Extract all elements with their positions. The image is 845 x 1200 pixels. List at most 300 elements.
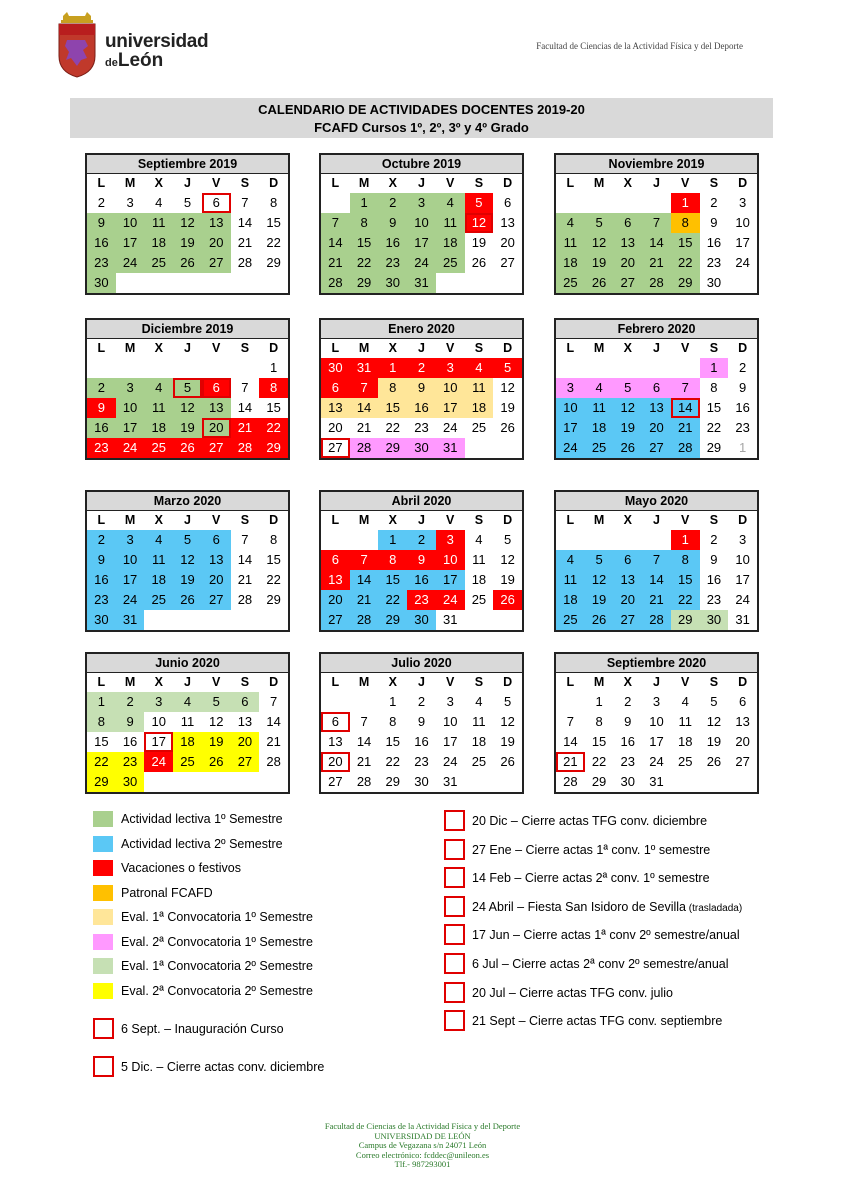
day-cell: 24: [442, 754, 458, 769]
note-text: 20 Dic – Cierre actas TFG conv. diciembre: [472, 814, 708, 828]
day-cell: 25: [556, 610, 585, 630]
weekday-header: S: [474, 176, 484, 190]
weekday-header: J: [184, 675, 191, 689]
day-cell: 22: [350, 253, 379, 273]
day-cell: 13: [202, 213, 231, 233]
day-cell: 5: [183, 195, 192, 210]
weekday-header: X: [623, 675, 632, 689]
day-cell: 28: [671, 438, 700, 458]
day-cell: 28: [642, 610, 671, 630]
day-cell: 19: [173, 233, 202, 253]
day-cell: 3: [144, 692, 173, 712]
weekday-header: J: [653, 675, 660, 689]
day-cell: 27: [321, 438, 350, 458]
day-cell: 13: [642, 398, 671, 418]
weekday-header: M: [358, 341, 370, 355]
day-cell: 26: [613, 438, 642, 458]
day-cell: 9: [378, 213, 407, 233]
day-cell: 30: [407, 438, 436, 458]
day-cell: 16: [706, 235, 722, 250]
day-cell: 18: [465, 398, 494, 418]
day-cell: 12: [465, 213, 494, 233]
red-box-marker: [93, 1018, 114, 1039]
empty-cell: [613, 358, 642, 378]
day-cell: 19: [613, 418, 642, 438]
day-cell: 13: [735, 714, 750, 729]
day-cell: 28: [356, 774, 372, 789]
day-cell: 12: [585, 570, 614, 590]
day-cell: 6: [321, 378, 350, 398]
day-cell: 21: [237, 235, 253, 250]
day-cell: 8: [595, 714, 603, 729]
day-cell: 30: [700, 610, 729, 630]
empty-cell: [436, 273, 465, 293]
empty-cell: [321, 530, 350, 550]
weekday-header: S: [474, 341, 484, 355]
day-cell: 13: [202, 550, 231, 570]
day-cell: 18: [144, 418, 173, 438]
legend-label: Eval. 1ª Convocatoria 2º Semestre: [121, 959, 313, 973]
empty-cell: [493, 273, 522, 293]
day-cell: 6: [202, 530, 231, 550]
weekday-header: M: [124, 513, 136, 527]
day-cell: 1: [350, 193, 379, 213]
day-cell: 11: [436, 213, 465, 233]
day-cell: 20: [613, 253, 642, 273]
day-cell: 10: [436, 550, 465, 570]
empty-cell: [465, 273, 494, 293]
day-cell: 19: [173, 570, 202, 590]
red-box-marker: [444, 924, 465, 945]
day-cell: 27: [613, 273, 642, 293]
day-cell: 28: [231, 438, 260, 458]
day-cell: 7: [360, 714, 368, 729]
weekday-header: S: [474, 675, 484, 689]
day-cell: 11: [585, 398, 614, 418]
day-cell: 4: [585, 378, 614, 398]
day-cell: 14: [671, 398, 700, 418]
weekday-header: D: [738, 513, 748, 527]
empty-cell: [642, 530, 671, 550]
day-cell: 25: [144, 590, 173, 610]
day-cell: 6: [202, 193, 231, 213]
day-cell: 27: [202, 438, 231, 458]
day-cell: 20: [202, 570, 231, 590]
day-cell: 8: [259, 378, 288, 398]
university-shield-icon: [55, 12, 99, 78]
day-cell: 1: [671, 530, 700, 550]
day-cell: 9: [407, 378, 436, 398]
day-cell: 20: [735, 734, 750, 749]
day-cell: 9: [624, 714, 632, 729]
day-cell: 4: [465, 358, 494, 378]
empty-cell: [144, 610, 173, 630]
day-cell: 4: [436, 193, 465, 213]
day-cell: 11: [556, 570, 585, 590]
empty-cell: [556, 358, 585, 378]
legend-swatch: [93, 983, 113, 999]
day-cell: 3: [436, 530, 465, 550]
weekday-header: J: [418, 675, 425, 689]
day-cell: 25: [471, 754, 487, 769]
weekday-header: D: [269, 341, 279, 355]
day-cell: 12: [173, 213, 202, 233]
empty-cell: [202, 772, 231, 792]
weekday-header: M: [593, 513, 605, 527]
day-cell: 7: [642, 213, 671, 233]
day-cell: 16: [87, 233, 116, 253]
day-cell: 7: [321, 213, 350, 233]
weekday-header: X: [388, 176, 397, 190]
empty-cell: [144, 358, 173, 378]
legend-swatch: [93, 811, 113, 827]
note-text: 24 Abril – Fiesta San Isidoro de Sevilla (trasladada): [472, 899, 743, 914]
day-cell: 5: [585, 213, 614, 233]
day-cell: 6: [321, 712, 350, 732]
day-cell: 27: [500, 255, 515, 270]
day-cell: 27: [321, 610, 350, 630]
weekday-header: J: [418, 176, 425, 190]
day-cell: 14: [350, 570, 379, 590]
day-cell: 17: [735, 572, 750, 587]
weekday-header: L: [566, 513, 575, 527]
month-title: Noviembre 2019: [556, 155, 757, 174]
day-cell: 2: [87, 530, 116, 550]
legend-label: Eval. 2ª Convocatoria 1º Semestre: [121, 934, 313, 949]
day-cell: 19: [585, 253, 614, 273]
day-cell: 11: [472, 714, 486, 729]
day-cell: 25: [144, 253, 173, 273]
red-box-marker: [444, 982, 465, 1003]
day-cell: 29: [378, 610, 407, 630]
weekday-header: V: [446, 341, 455, 355]
day-cell: 18: [144, 233, 173, 253]
day-cell: 4: [475, 532, 483, 547]
empty-cell: [585, 358, 614, 378]
weekday-header: D: [269, 513, 279, 527]
weekday-header: L: [331, 176, 340, 190]
empty-cell: [173, 358, 202, 378]
day-cell: 15: [266, 400, 281, 415]
month-marzo-2020: [85, 490, 290, 632]
empty-cell: [144, 273, 173, 293]
day-cell: 24: [556, 438, 585, 458]
day-cell: 14: [237, 215, 253, 230]
weekday-header: M: [358, 176, 370, 190]
day-cell: 13: [328, 734, 343, 749]
day-cell: 5: [173, 378, 202, 398]
day-cell: 31: [442, 774, 458, 789]
footer: [0, 1122, 845, 1170]
empty-cell: [202, 358, 231, 378]
day-cell: 20: [642, 418, 671, 438]
title-line2: FCAFD Cursos 1º, 2º, 3º y 4º Grado: [314, 120, 529, 135]
note-text: 20 Jul – Cierre actas TFG conv. julio: [472, 985, 674, 1000]
day-cell: 24: [436, 590, 465, 610]
day-cell: 29: [706, 440, 722, 455]
day-cell: 9: [116, 712, 145, 732]
day-cell: 12: [585, 233, 614, 253]
day-cell: 17: [436, 398, 465, 418]
weekday-header: V: [681, 176, 690, 190]
month-septiembre-2020: [554, 652, 759, 794]
day-cell: 17: [649, 734, 664, 749]
weekday-header: D: [738, 176, 748, 190]
empty-cell: [87, 358, 116, 378]
day-cell: 23: [87, 253, 116, 273]
weekday-header: S: [709, 675, 719, 689]
day-cell: 1: [671, 193, 700, 213]
day-cell: 2: [407, 530, 436, 550]
day-cell: 1: [378, 358, 407, 378]
day-cell: 9: [417, 714, 426, 729]
weekday-header: M: [358, 513, 370, 527]
weekday-header: X: [154, 176, 163, 190]
day-cell: 28: [321, 273, 350, 293]
weekday-header: L: [566, 675, 575, 689]
day-cell: 9: [710, 552, 718, 567]
day-cell: 23: [378, 253, 407, 273]
weekday-header: X: [623, 341, 632, 355]
day-cell: 29: [671, 273, 700, 293]
empty-cell: [556, 193, 585, 213]
day-cell: 31: [436, 438, 465, 458]
weekday-header: V: [212, 675, 221, 689]
day-cell: 29: [266, 255, 281, 270]
weekday-header: V: [681, 341, 690, 355]
day-cell: 1: [389, 694, 397, 709]
month-title: Septiembre 2020: [556, 654, 757, 673]
day-cell: 2: [97, 195, 105, 210]
day-cell: 23: [706, 255, 722, 270]
weekday-header: D: [738, 341, 748, 355]
day-cell: 17: [735, 235, 750, 250]
note-text: 27 Ene – Cierre actas 1ª conv. 1º semestre: [472, 842, 711, 857]
empty-cell: [585, 530, 614, 550]
logo-wordmark-line2: deLeón: [105, 50, 164, 71]
legend-swatch: [93, 934, 113, 950]
day-cell: 7: [671, 378, 700, 398]
note-text: 21 Sept – Cierre actas TFG conv. septiembre: [472, 1014, 723, 1029]
day-cell: 7: [241, 532, 249, 547]
day-cell: 21: [642, 253, 671, 273]
day-cell: 5: [202, 692, 231, 712]
day-cell: 23: [414, 420, 429, 435]
day-cell: 4: [556, 213, 585, 233]
day-cell: 30: [378, 273, 407, 293]
empty-cell: [173, 772, 202, 792]
day-cell: 28: [266, 754, 281, 769]
day-cell: 19: [706, 734, 722, 749]
month-title: Mayo 2020: [556, 492, 757, 511]
month-title: Diciembre 2019: [87, 320, 288, 339]
empty-cell: [613, 530, 642, 550]
day-cell: 14: [266, 714, 281, 729]
empty-cell: [173, 273, 202, 293]
day-cell: 1: [87, 692, 116, 712]
day-cell: 11: [144, 550, 173, 570]
day-cell: 3: [739, 195, 747, 210]
day-cell: 25: [556, 273, 585, 293]
day-cell: 21: [350, 590, 379, 610]
day-cell: 27: [231, 752, 260, 772]
day-cell: 13: [202, 398, 231, 418]
empty-cell: [173, 610, 202, 630]
weekday-header: M: [593, 341, 605, 355]
day-cell: 15: [378, 570, 407, 590]
day-cell: 18: [556, 590, 585, 610]
weekday-header: D: [738, 675, 748, 689]
month-title: Julio 2020: [321, 654, 522, 673]
day-cell: 15: [671, 233, 700, 253]
day-cell: 29: [378, 438, 407, 458]
day-cell: 12: [613, 398, 642, 418]
day-cell: 9: [739, 380, 747, 395]
day-cell: 17: [116, 418, 145, 438]
day-cell: 3: [739, 532, 747, 547]
day-cell: 16: [706, 572, 722, 587]
weekday-header: D: [503, 513, 513, 527]
day-cell: 1: [700, 358, 729, 378]
day-cell: 4: [475, 694, 483, 709]
day-cell: 25: [585, 438, 614, 458]
day-cell: 19: [585, 590, 614, 610]
day-cell: 24: [116, 590, 145, 610]
day-cell: 31: [407, 273, 436, 293]
empty-cell: [321, 692, 350, 712]
weekday-header: L: [566, 341, 575, 355]
day-cell: 13: [613, 233, 642, 253]
weekday-header: D: [503, 341, 513, 355]
day-cell: 18: [173, 732, 202, 752]
day-cell: 2: [87, 378, 116, 398]
day-cell: 29: [350, 273, 379, 293]
day-cell: 26: [471, 255, 487, 270]
day-cell: 20: [231, 732, 260, 752]
empty-cell: [556, 692, 585, 712]
day-cell: 2: [739, 360, 747, 375]
empty-cell: [493, 438, 522, 458]
day-cell: 26: [493, 590, 522, 610]
day-cell: 12: [208, 714, 224, 729]
day-cell: 22: [591, 754, 607, 769]
day-cell: 29: [671, 610, 700, 630]
day-cell: 19: [500, 734, 515, 749]
month-title: Febrero 2020: [556, 320, 757, 339]
empty-cell: [493, 772, 522, 792]
empty-cell: [465, 772, 494, 792]
day-cell: 24: [116, 253, 145, 273]
legend-label: Vacaciones o festivos: [121, 861, 241, 875]
empty-cell: [585, 193, 614, 213]
day-cell: 21: [356, 754, 372, 769]
day-cell: 7: [350, 378, 379, 398]
weekday-header: M: [124, 176, 136, 190]
day-cell: 8: [671, 550, 700, 570]
footer-line: Tlf.- 987293001: [394, 1159, 451, 1169]
day-cell: 14: [237, 552, 253, 567]
day-cell: 3: [446, 694, 454, 709]
day-cell: 23: [407, 590, 436, 610]
empty-cell: [259, 772, 288, 792]
day-cell: 16: [620, 734, 636, 749]
legend-label: Actividad lectiva 1º Semestre: [121, 812, 283, 826]
day-cell: 11: [678, 714, 692, 729]
weekday-header: J: [418, 513, 425, 527]
day-cell: 6: [504, 195, 512, 210]
empty-cell: [231, 273, 260, 293]
day-cell: 31: [442, 612, 458, 627]
day-cell: 29: [385, 774, 401, 789]
day-cell: 24: [649, 754, 664, 769]
day-cell: 3: [126, 195, 134, 210]
day-cell: 27: [328, 774, 343, 789]
weekday-header: L: [97, 176, 106, 190]
empty-cell: [613, 193, 642, 213]
day-cell: 29: [591, 774, 607, 789]
weekday-header: M: [124, 341, 136, 355]
empty-cell: [231, 772, 260, 792]
weekday-header: L: [97, 341, 106, 355]
month-febrero-2020: [554, 318, 759, 460]
day-cell: 16: [87, 570, 116, 590]
day-cell: 28: [237, 255, 253, 270]
day-cell: 4: [556, 550, 585, 570]
day-cell: 25: [471, 420, 487, 435]
empty-cell: [202, 610, 231, 630]
weekday-header: J: [184, 341, 191, 355]
day-cell: 1: [378, 530, 407, 550]
day-cell: 26: [500, 754, 515, 769]
month-title: Septiembre 2019: [87, 155, 288, 174]
day-cell: 28: [642, 273, 671, 293]
day-cell: 14: [350, 398, 379, 418]
empty-cell: [202, 273, 231, 293]
day-cell: 25: [677, 754, 693, 769]
day-cell: 4: [144, 378, 173, 398]
day-cell: 9: [87, 550, 116, 570]
day-cell: 17: [436, 570, 465, 590]
day-cell: 5: [504, 532, 512, 547]
day-cell: 18: [677, 734, 693, 749]
day-cell: 14: [237, 400, 253, 415]
empty-cell: [671, 772, 700, 792]
day-cell: 31: [350, 358, 379, 378]
day-cell: 2: [710, 195, 718, 210]
day-cell: 18: [585, 418, 614, 438]
day-cell: 20: [500, 235, 515, 250]
empty-cell: [144, 772, 173, 792]
weekday-header: X: [623, 176, 632, 190]
empty-cell: [321, 193, 350, 213]
day-cell: 11: [144, 398, 173, 418]
day-cell: 5: [465, 193, 494, 213]
empty-cell: [350, 692, 379, 712]
legend-swatch: [93, 909, 113, 925]
day-cell: 21: [266, 734, 281, 749]
weekday-header: L: [566, 176, 575, 190]
day-cell: 15: [378, 398, 407, 418]
empty-cell: [556, 530, 585, 550]
weekday-header: J: [653, 513, 660, 527]
day-cell: 22: [671, 253, 700, 273]
day-cell: 20: [321, 590, 350, 610]
day-cell: 5: [504, 694, 512, 709]
day-cell: 7: [350, 550, 379, 570]
weekday-header: S: [709, 176, 719, 190]
day-cell: 7: [270, 694, 278, 709]
day-cell: 18: [556, 253, 585, 273]
